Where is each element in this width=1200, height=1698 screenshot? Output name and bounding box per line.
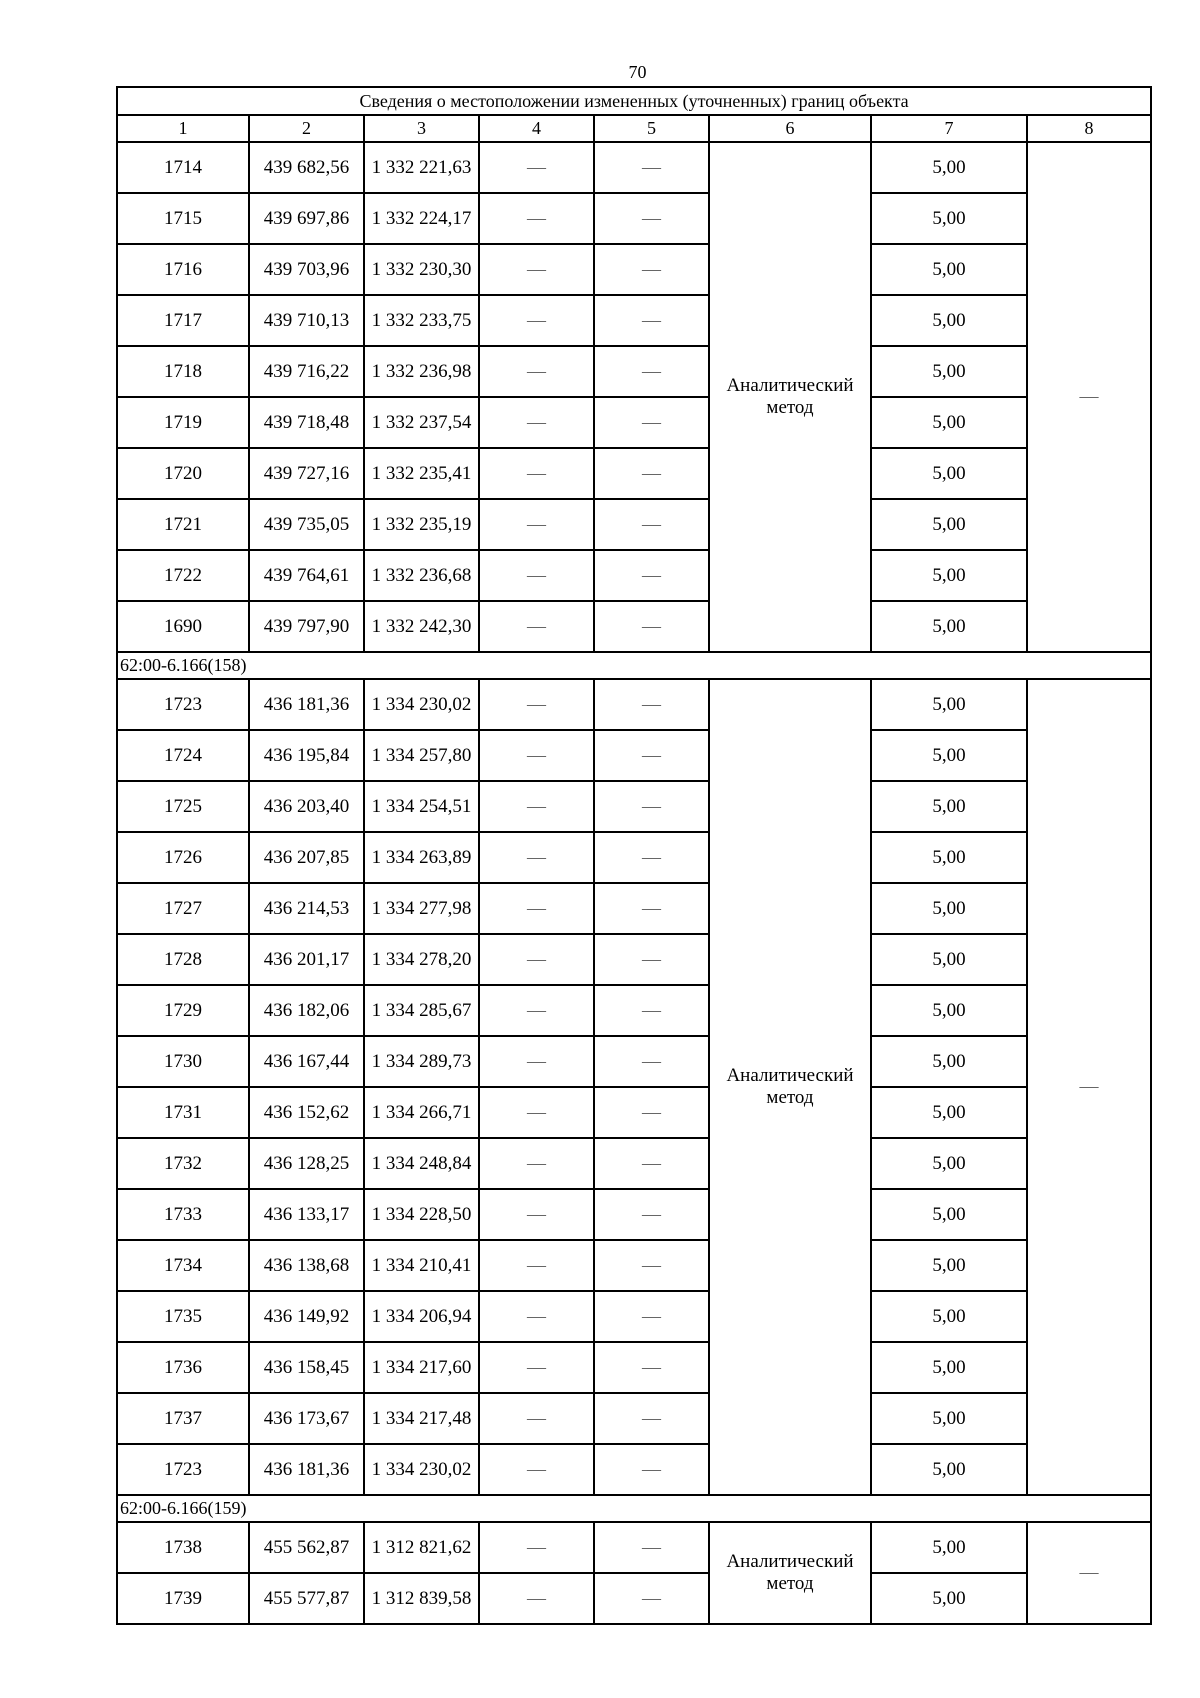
accuracy-cell: 5,00 — [871, 193, 1027, 244]
column-5-cell: — — [594, 346, 709, 397]
column-header: 4 — [479, 115, 594, 142]
y-coordinate-cell: 1 334 254,51 — [364, 781, 479, 832]
y-coordinate-cell: 1 334 266,71 — [364, 1087, 479, 1138]
table-row — [117, 781, 1151, 832]
x-coordinate-cell: 436 182,06 — [249, 985, 364, 1036]
column-header: 3 — [364, 115, 479, 142]
x-coordinate-cell: 439 727,16 — [249, 448, 364, 499]
section-label: 62:00-6.166(159) — [117, 1495, 1151, 1522]
table-header-row — [117, 115, 1151, 142]
x-coordinate-cell: 436 138,68 — [249, 1240, 364, 1291]
point-number-cell: 1717 — [117, 295, 249, 346]
accuracy-cell: 5,00 — [871, 883, 1027, 934]
column-4-cell: — — [479, 1393, 594, 1444]
point-number-cell: 1728 — [117, 934, 249, 985]
table-row — [117, 730, 1151, 781]
accuracy-cell: 5,00 — [871, 1036, 1027, 1087]
point-number-cell: 1734 — [117, 1240, 249, 1291]
table-row — [117, 1240, 1151, 1291]
page-number: 70 — [628, 62, 647, 82]
column-8-cell: — — [1027, 679, 1151, 1495]
y-coordinate-cell: 1 332 242,30 — [364, 601, 479, 652]
x-coordinate-cell: 436 167,44 — [249, 1036, 364, 1087]
x-coordinate-cell: 436 128,25 — [249, 1138, 364, 1189]
x-coordinate-cell: 439 764,61 — [249, 550, 364, 601]
column-4-cell: — — [479, 244, 594, 295]
accuracy-cell: 5,00 — [871, 985, 1027, 1036]
method-cell: Аналитический метод — [709, 679, 871, 1495]
boundary-coordinates-table — [116, 86, 1152, 1625]
accuracy-cell: 5,00 — [871, 934, 1027, 985]
column-5-cell: — — [594, 1036, 709, 1087]
accuracy-cell: 5,00 — [871, 1087, 1027, 1138]
point-number-cell: 1737 — [117, 1393, 249, 1444]
column-5-cell: — — [594, 448, 709, 499]
column-5-cell: — — [594, 832, 709, 883]
point-number-cell: 1715 — [117, 193, 249, 244]
table-row — [117, 934, 1151, 985]
point-number-cell: 1723 — [117, 679, 249, 730]
accuracy-cell: 5,00 — [871, 1522, 1027, 1573]
column-5-cell: — — [594, 730, 709, 781]
y-coordinate-cell: 1 332 235,41 — [364, 448, 479, 499]
y-coordinate-cell: 1 312 821,62 — [364, 1522, 479, 1573]
point-number-cell: 1724 — [117, 730, 249, 781]
column-8-cell: — — [1027, 142, 1151, 652]
table-row — [117, 1189, 1151, 1240]
point-number-cell: 1718 — [117, 346, 249, 397]
table-row — [117, 1444, 1151, 1495]
section-row — [117, 652, 1151, 679]
table-row — [117, 883, 1151, 934]
point-number-cell: 1739 — [117, 1573, 249, 1624]
point-number-cell: 1736 — [117, 1342, 249, 1393]
column-5-cell: — — [594, 1393, 709, 1444]
y-coordinate-cell: 1 334 210,41 — [364, 1240, 479, 1291]
y-coordinate-cell: 1 312 839,58 — [364, 1573, 479, 1624]
accuracy-cell: 5,00 — [871, 832, 1027, 883]
table-row — [117, 295, 1151, 346]
column-5-cell: — — [594, 397, 709, 448]
table-row — [117, 601, 1151, 652]
column-4-cell: — — [479, 397, 594, 448]
accuracy-cell: 5,00 — [871, 499, 1027, 550]
x-coordinate-cell: 436 149,92 — [249, 1291, 364, 1342]
accuracy-cell: 5,00 — [871, 601, 1027, 652]
column-4-cell: — — [479, 730, 594, 781]
x-coordinate-cell: 439 716,22 — [249, 346, 364, 397]
point-number-cell: 1722 — [117, 550, 249, 601]
column-header: 6 — [709, 115, 871, 142]
table-row — [117, 448, 1151, 499]
table-title-row — [117, 87, 1151, 115]
accuracy-cell: 5,00 — [871, 142, 1027, 193]
column-5-cell: — — [594, 1087, 709, 1138]
x-coordinate-cell: 455 562,87 — [249, 1522, 364, 1573]
table-row — [117, 142, 1151, 193]
x-coordinate-cell: 436 158,45 — [249, 1342, 364, 1393]
x-coordinate-cell: 436 181,36 — [249, 679, 364, 730]
column-4-cell: — — [479, 550, 594, 601]
column-5-cell: — — [594, 550, 709, 601]
x-coordinate-cell: 436 152,62 — [249, 1087, 364, 1138]
x-coordinate-cell: 436 207,85 — [249, 832, 364, 883]
table-row — [117, 1036, 1151, 1087]
column-4-cell: — — [479, 679, 594, 730]
column-5-cell: — — [594, 1240, 709, 1291]
table-row — [117, 346, 1151, 397]
column-4-cell: — — [479, 985, 594, 1036]
accuracy-cell: 5,00 — [871, 1393, 1027, 1444]
column-4-cell: — — [479, 346, 594, 397]
y-coordinate-cell: 1 334 285,67 — [364, 985, 479, 1036]
accuracy-cell: 5,00 — [871, 1573, 1027, 1624]
y-coordinate-cell: 1 332 230,30 — [364, 244, 479, 295]
column-4-cell: — — [479, 448, 594, 499]
y-coordinate-cell: 1 334 278,20 — [364, 934, 479, 985]
accuracy-cell: 5,00 — [871, 1189, 1027, 1240]
point-number-cell: 1720 — [117, 448, 249, 499]
point-number-cell: 1725 — [117, 781, 249, 832]
x-coordinate-cell: 439 682,56 — [249, 142, 364, 193]
table-row — [117, 985, 1151, 1036]
point-number-cell: 1731 — [117, 1087, 249, 1138]
x-coordinate-cell: 436 181,36 — [249, 1444, 364, 1495]
point-number-cell: 1729 — [117, 985, 249, 1036]
y-coordinate-cell: 1 332 233,75 — [364, 295, 479, 346]
table-row — [117, 1342, 1151, 1393]
x-coordinate-cell: 439 710,13 — [249, 295, 364, 346]
column-5-cell: — — [594, 985, 709, 1036]
table-title: Сведения о местоположении измененных (уточненных) границ объекта — [117, 87, 1151, 115]
method-cell: Аналитический метод — [709, 142, 871, 652]
column-4-cell: — — [479, 1522, 594, 1573]
column-5-cell: — — [594, 1189, 709, 1240]
column-5-cell: — — [594, 193, 709, 244]
x-coordinate-cell: 439 697,86 — [249, 193, 364, 244]
x-coordinate-cell: 439 797,90 — [249, 601, 364, 652]
point-number-cell: 1726 — [117, 832, 249, 883]
point-number-cell: 1723 — [117, 1444, 249, 1495]
column-header: 7 — [871, 115, 1027, 142]
x-coordinate-cell: 439 735,05 — [249, 499, 364, 550]
point-number-cell: 1730 — [117, 1036, 249, 1087]
table-row — [117, 193, 1151, 244]
column-5-cell: — — [594, 1291, 709, 1342]
y-coordinate-cell: 1 334 277,98 — [364, 883, 479, 934]
x-coordinate-cell: 436 195,84 — [249, 730, 364, 781]
accuracy-cell: 5,00 — [871, 679, 1027, 730]
column-5-cell: — — [594, 1342, 709, 1393]
column-4-cell: — — [479, 601, 594, 652]
point-number-cell: 1690 — [117, 601, 249, 652]
accuracy-cell: 5,00 — [871, 346, 1027, 397]
accuracy-cell: 5,00 — [871, 295, 1027, 346]
y-coordinate-cell: 1 334 263,89 — [364, 832, 479, 883]
point-number-cell: 1733 — [117, 1189, 249, 1240]
table-row — [117, 499, 1151, 550]
table-row — [117, 832, 1151, 883]
column-4-cell: — — [479, 832, 594, 883]
column-5-cell: — — [594, 499, 709, 550]
column-4-cell: — — [479, 1036, 594, 1087]
x-coordinate-cell: 436 173,67 — [249, 1393, 364, 1444]
table-row — [117, 679, 1151, 730]
column-4-cell: — — [479, 499, 594, 550]
column-8-cell: — — [1027, 1522, 1151, 1624]
y-coordinate-cell: 1 332 236,68 — [364, 550, 479, 601]
column-5-cell: — — [594, 883, 709, 934]
column-4-cell: — — [479, 934, 594, 985]
y-coordinate-cell: 1 334 257,80 — [364, 730, 479, 781]
column-4-cell: — — [479, 1189, 594, 1240]
table-row — [117, 1573, 1151, 1624]
accuracy-cell: 5,00 — [871, 1342, 1027, 1393]
column-4-cell: — — [479, 781, 594, 832]
column-5-cell: — — [594, 781, 709, 832]
table-row — [117, 1522, 1151, 1573]
column-header: 1 — [117, 115, 249, 142]
column-header: 5 — [594, 115, 709, 142]
accuracy-cell: 5,00 — [871, 730, 1027, 781]
accuracy-cell: 5,00 — [871, 244, 1027, 295]
x-coordinate-cell: 439 703,96 — [249, 244, 364, 295]
y-coordinate-cell: 1 334 217,60 — [364, 1342, 479, 1393]
y-coordinate-cell: 1 332 237,54 — [364, 397, 479, 448]
accuracy-cell: 5,00 — [871, 1138, 1027, 1189]
y-coordinate-cell: 1 332 236,98 — [364, 346, 479, 397]
column-4-cell: — — [479, 1342, 594, 1393]
accuracy-cell: 5,00 — [871, 781, 1027, 832]
column-5-cell: — — [594, 142, 709, 193]
column-4-cell: — — [479, 193, 594, 244]
column-4-cell: — — [479, 1138, 594, 1189]
table-row — [117, 1393, 1151, 1444]
point-number-cell: 1732 — [117, 1138, 249, 1189]
accuracy-cell: 5,00 — [871, 448, 1027, 499]
y-coordinate-cell: 1 334 230,02 — [364, 679, 479, 730]
column-4-cell: — — [479, 295, 594, 346]
x-coordinate-cell: 436 201,17 — [249, 934, 364, 985]
section-row — [117, 1495, 1151, 1522]
y-coordinate-cell: 1 332 235,19 — [364, 499, 479, 550]
x-coordinate-cell: 436 214,53 — [249, 883, 364, 934]
column-header: 2 — [249, 115, 364, 142]
point-number-cell: 1716 — [117, 244, 249, 295]
y-coordinate-cell: 1 334 230,02 — [364, 1444, 479, 1495]
column-4-cell: — — [479, 142, 594, 193]
table-row — [117, 397, 1151, 448]
column-4-cell: — — [479, 883, 594, 934]
column-5-cell: — — [594, 1138, 709, 1189]
column-5-cell: — — [594, 295, 709, 346]
accuracy-cell: 5,00 — [871, 1291, 1027, 1342]
section-label: 62:00-6.166(158) — [117, 652, 1151, 679]
x-coordinate-cell: 455 577,87 — [249, 1573, 364, 1624]
x-coordinate-cell: 436 203,40 — [249, 781, 364, 832]
accuracy-cell: 5,00 — [871, 397, 1027, 448]
y-coordinate-cell: 1 332 224,17 — [364, 193, 479, 244]
column-4-cell: — — [479, 1573, 594, 1624]
table-row — [117, 1291, 1151, 1342]
point-number-cell: 1719 — [117, 397, 249, 448]
column-4-cell: — — [479, 1444, 594, 1495]
column-5-cell: — — [594, 1522, 709, 1573]
point-number-cell: 1738 — [117, 1522, 249, 1573]
column-4-cell: — — [479, 1087, 594, 1138]
accuracy-cell: 5,00 — [871, 550, 1027, 601]
point-number-cell: 1714 — [117, 142, 249, 193]
method-cell: Аналитический метод — [709, 1522, 871, 1624]
column-5-cell: — — [594, 1573, 709, 1624]
point-number-cell: 1735 — [117, 1291, 249, 1342]
x-coordinate-cell: 436 133,17 — [249, 1189, 364, 1240]
column-5-cell: — — [594, 934, 709, 985]
table-row — [117, 550, 1151, 601]
y-coordinate-cell: 1 334 289,73 — [364, 1036, 479, 1087]
y-coordinate-cell: 1 334 248,84 — [364, 1138, 479, 1189]
point-number-cell: 1721 — [117, 499, 249, 550]
accuracy-cell: 5,00 — [871, 1444, 1027, 1495]
column-5-cell: — — [594, 1444, 709, 1495]
column-header: 8 — [1027, 115, 1151, 142]
column-4-cell: — — [479, 1240, 594, 1291]
y-coordinate-cell: 1 334 228,50 — [364, 1189, 479, 1240]
table-row — [117, 1138, 1151, 1189]
y-coordinate-cell: 1 334 217,48 — [364, 1393, 479, 1444]
table-row — [117, 1087, 1151, 1138]
y-coordinate-cell: 1 334 206,94 — [364, 1291, 479, 1342]
table-row — [117, 244, 1151, 295]
point-number-cell: 1727 — [117, 883, 249, 934]
column-5-cell: — — [594, 244, 709, 295]
column-4-cell: — — [479, 1291, 594, 1342]
x-coordinate-cell: 439 718,48 — [249, 397, 364, 448]
y-coordinate-cell: 1 332 221,63 — [364, 142, 479, 193]
accuracy-cell: 5,00 — [871, 1240, 1027, 1291]
column-5-cell: — — [594, 679, 709, 730]
column-5-cell: — — [594, 601, 709, 652]
